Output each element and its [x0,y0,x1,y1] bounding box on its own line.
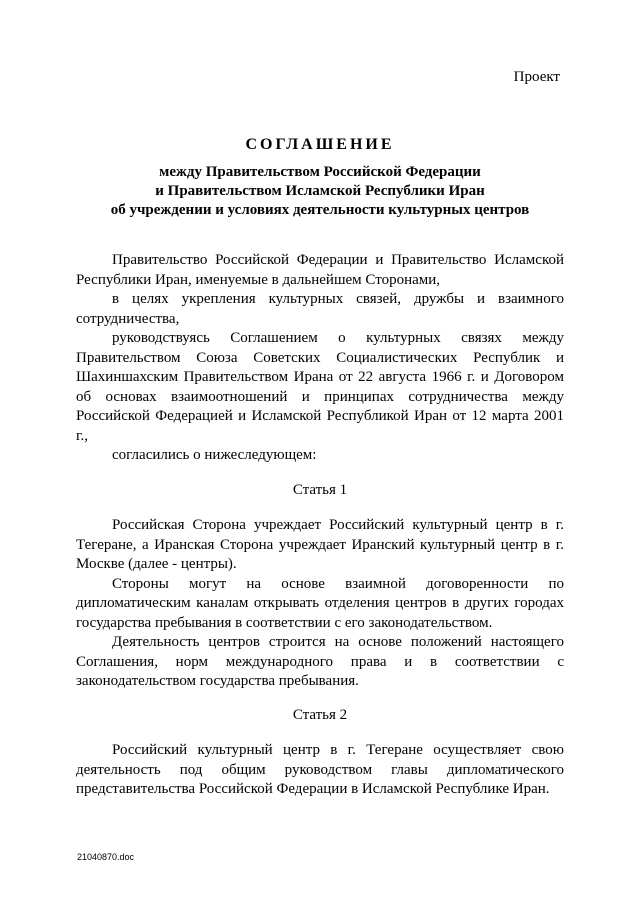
article-paragraph: Российская Сторона учреждает Российский культурный центр в г. Тегеране, а Иранская Сторона учреждает Иранский культурный центр в г. Москве (далее - центры). [76,517,564,572]
article-body [76,741,564,800]
preamble-paragraph: согласились о нижеследующем: [112,447,317,463]
article-heading: Статья 2 [292,707,348,723]
preamble-first-line: Правительство Российской Федерации и Правительство Исламской [112,252,564,268]
preamble-paragraph: руководствуясь Соглашением о культурных связях между Правительством Союза Советских Социалистических Республик и Шахиншахским Правительством Ирана от 22 августа 1966 г. и Договором об основах взаимоотношений и принципах сотрудничества между Российской Федерацией и Исламской Республикой Иран от 12 марта 2001 г., [76,330,564,444]
article-paragraph: Деятельность центров строится на основе положений настоящего Соглашения, норм международного права и в соответствии с законодательством государства пребывания. [76,634,564,689]
document-subtitle [0,163,640,220]
document-title: СОГЛАШЕНИЕ [245,136,395,153]
preamble-paragraph: в целях укрепления культурных связей, дружбы и взаимного сотрудничества, [76,291,564,327]
article-paragraph: Стороны могут на основе взаимной договоренности по дипломатическим каналам открывать отделения центров в других городах государства пребывания в соответствии с его законодательством. [76,575,564,631]
article-heading: Статья 1 [292,482,348,498]
subtitle-line: об учреждении и условиях деятельности культурных центров [110,202,530,218]
draft-label: Проект [513,69,560,85]
article-paragraph: Российский культурный центр в г. Тегеране осуществляет свою деятельность под общим руководством главы дипломатического представительства Российской Федерации в Исламской Республике Иран. [76,742,564,797]
footer-file-code: 21040870.doc [77,852,135,862]
preamble-paragraph [76,251,564,290]
subtitle-line: между Правительством Российской Федерации [159,164,481,180]
preamble-rest: Республики Иран, именуемые в дальнейшем Сторонами, [76,271,441,288]
subtitle-line: и Правительством Исламской Республики Иран [155,183,485,199]
preamble [76,251,564,466]
article-body [76,516,564,692]
